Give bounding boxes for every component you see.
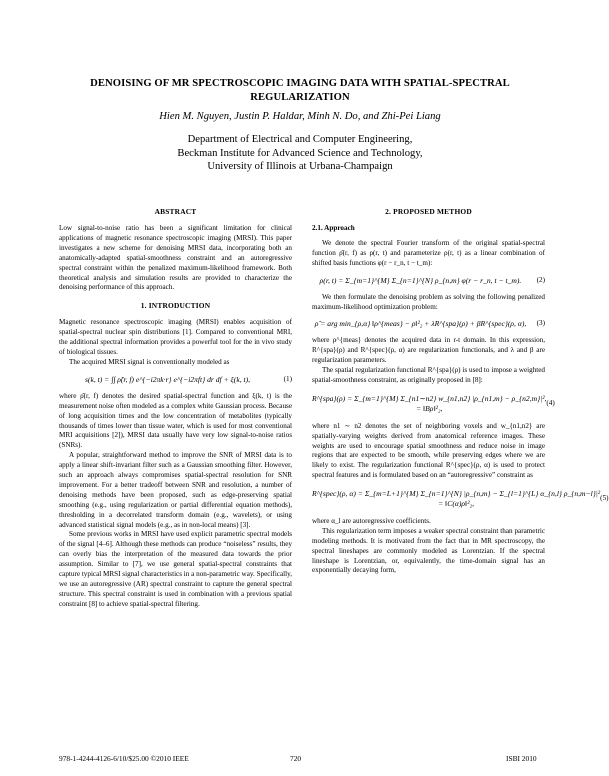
equation-number: (5) bbox=[600, 494, 609, 503]
equation-number: (1) bbox=[283, 374, 292, 383]
equation-line: R^{spec}(ρ, α) = Σ_{m=L+1}^{M} Σ_{n=1}^{N} |ρ_{n,m} − Σ_{l=1}^{L} α_{n,l} ρ_{n,m−l}|² bbox=[312, 489, 601, 499]
abstract-text: Low signal-to-noise ratio has been a significant limitation for clinical applications of magnetic resonance spectroscopic imaging (MRSI). This paper investigates a new scheme for denoising MRSI data, incorporating both an anatomically-adapted spatial-smoothness constraint and an autoregressive spectral constraint within the penalized maximum-likelihood framework. Both theoretical analysis and simulation results are provided to characterize the denoising performance of this approach. bbox=[59, 224, 292, 292]
equation-line: R^{spa}(ρ) = Σ_{m=1}^{M} Σ_{n1∼n2} w_{n1,n2} |ρ_{n1,m} − ρ_{n2,m}|², bbox=[312, 393, 547, 403]
equation-line: = ‖C(α)ρ‖²₂, bbox=[438, 499, 475, 509]
equation-number: (2) bbox=[536, 275, 545, 284]
abstract-heading: ABSTRACT bbox=[154, 207, 197, 216]
equation-1 bbox=[59, 375, 292, 385]
method-paragraph: where ρ^{meas} denotes the acquired data in r-t domain. In this expression, R^{spa}(ρ) and R^{spec}(ρ, α) are regularization functionals, and λ and β are regularization parameters. bbox=[312, 336, 545, 365]
intro-paragraph: where ρ̂(r, f) denotes the desired spatial-spectral function and ξ(k, t) is the measurement noise often modeled as a complex white Gaussian process. Because of long acquisition times and the low concentration of metabolites (typically thousands of times lower than tissue water, which is used for most conventional MRI acquisitions [2]), MRSI data usually have very low signal-to-noise ratios (SNRs). bbox=[59, 391, 292, 450]
affiliation bbox=[70, 133, 530, 174]
method-paragraph: We denote the spectral Fourier transform of the original spatial-spectral function ρ̂(r, f) as ρ(r, t) and parameterize ρ(r, t) as a linear combination of shifted basis functions φ(r − r_n, t − t_m): bbox=[312, 239, 545, 267]
intro-paragraph: Some previous works in MRSI have used explicit parametric spectral models of the signal [4–6]. Although these methods can produce “noiseless” results, they can overly bias the interpretation of the measured data towards the prior assumption. Similar to [7], we use general spatial-spectral constraints that capture typical MRSI signal characteristics in a non-parametric way. Specifically, we use an autoregressive (AR) spectral constraint to capture the general spectral structure. This spectral constraint is used in combination with a previous spatial constraint [8] to achieve spatial-spectral filtering. bbox=[59, 530, 292, 608]
intro-heading: 1. INTRODUCTION bbox=[140, 301, 211, 311]
equation-number: (3) bbox=[536, 319, 545, 328]
method-paragraph: This regularization term imposes a weaker spectral constraint than parametric modeling methods. It is motivated from the fact that in MR spectroscopy, the spectral lineshapes are commonly modeled as Lorentzian. If the spectral lineshape is Lorentzian, or, equivalently, the time-domain signal has an exponentially decaying form, bbox=[312, 526, 545, 575]
method-paragraph: The spatial regularization functional R^{spa}(ρ) is used to impose a weighted spatial-smoothness constraint, as originally proposed in [8]: bbox=[312, 366, 545, 384]
left-column bbox=[59, 207, 292, 610]
equation-5 bbox=[312, 489, 609, 509]
method-paragraph: We then formulate the denoising problem as solving the following penalized maximum-likelihood optimization problem: bbox=[312, 292, 545, 311]
paper-title: DENOISING OF MR SPECTROSCOPIC IMAGING DATA WITH SPATIAL-SPECTRAL REGULARIZATION bbox=[90, 78, 510, 103]
affiliation-line: Beckman Institute for Advanced Science and Technology, bbox=[177, 147, 423, 159]
equation-2 bbox=[312, 276, 545, 286]
equation-3 bbox=[312, 319, 545, 329]
method-heading: 2. PROPOSED METHOD bbox=[385, 207, 472, 216]
equation-line: = ‖Bρ‖²₂, bbox=[416, 403, 443, 413]
equation-body bbox=[312, 489, 600, 509]
affiliation-line: Department of Electrical and Computer Engineering, bbox=[187, 134, 413, 145]
footer-copyright: 978-1-4244-4126-6/10/$25.00 ©2010 IEEE bbox=[59, 754, 189, 763]
equation-body: ρ(r, t) = Σ_{m=1}^{M} Σ_{n=1}^{N} ρ_{n,m} φ(r − r_n, t − t_m). bbox=[319, 275, 522, 285]
footer-venue: ISBI 2010 bbox=[506, 754, 537, 763]
method-paragraph: where α_l are autoregressive coefficients. bbox=[312, 516, 431, 525]
equation-number: (4) bbox=[546, 398, 555, 407]
approach-subheading: 2.1. Approach bbox=[312, 224, 355, 232]
equation-body bbox=[312, 394, 546, 414]
method-paragraph: where n1 ∼ n2 denotes the set of neighboring voxels and w_{n1,n2} are spatially-varying weights derived from anatomical reference images. These weights are used to encourage spatial smoothness and reduce noise in image regions that are expected to be smooth, while preserving edges where we are likely to exist. The regularization functional R^{spec}(ρ, α) is used to protect spectral features and is formulated based on an “autoregressive” constraint as bbox=[312, 421, 545, 480]
equation-body: ρ̂ = arg min_{ρ,α} ‖ρ^{meas} − ρ‖²₂ + λR^{spa}(ρ) + βR^{spec}(ρ, α), bbox=[314, 319, 527, 329]
intro-paragraph: The acquired MRSI signal is conventionally modeled as bbox=[69, 357, 230, 366]
equation-4 bbox=[312, 393, 555, 414]
author-list: Hien M. Nguyen, Justin P. Haldar, Minh N. Do, and Zhi-Pei Liang bbox=[159, 111, 441, 122]
equation-body: s(k, t) = ∫∫ ρ̂(r, f) e^{−i2πk·r} e^{−i2πft} dr df + ξ(k, t), bbox=[84, 374, 251, 384]
intro-paragraph: A popular, straightforward method to improve the SNR of MRSI data is to apply a linear shift-invariant filter such as a Gaussian smoothing filter. However, such an approach always compromises spatial-spectral resolution for SNR improvement. For a better tradeoff between SNR and resolution, a number of denoising methods have been proposed, such as edge-preserving spatial smoothing (e.g., using regularization or partial differential equation methods), thresholding in a decorrelated transform domain (e.g., wavelets), or using advanced statistical signal models (e.g., as in non-local means) [3]. bbox=[59, 451, 292, 529]
affiliation-line: University of Illinois at Urbana-Champaign bbox=[207, 161, 393, 172]
right-column bbox=[312, 207, 609, 576]
intro-paragraph: Magnetic resonance spectroscopic imaging (MRSI) enables acquisition of spatial-spectral nuclear spin distributions [1]. Compared to conventional MRI, the additional spectral information provides a powerful tool for the in vivo study of biological tissues. bbox=[59, 318, 292, 357]
footer-page-number: 720 bbox=[290, 754, 302, 763]
